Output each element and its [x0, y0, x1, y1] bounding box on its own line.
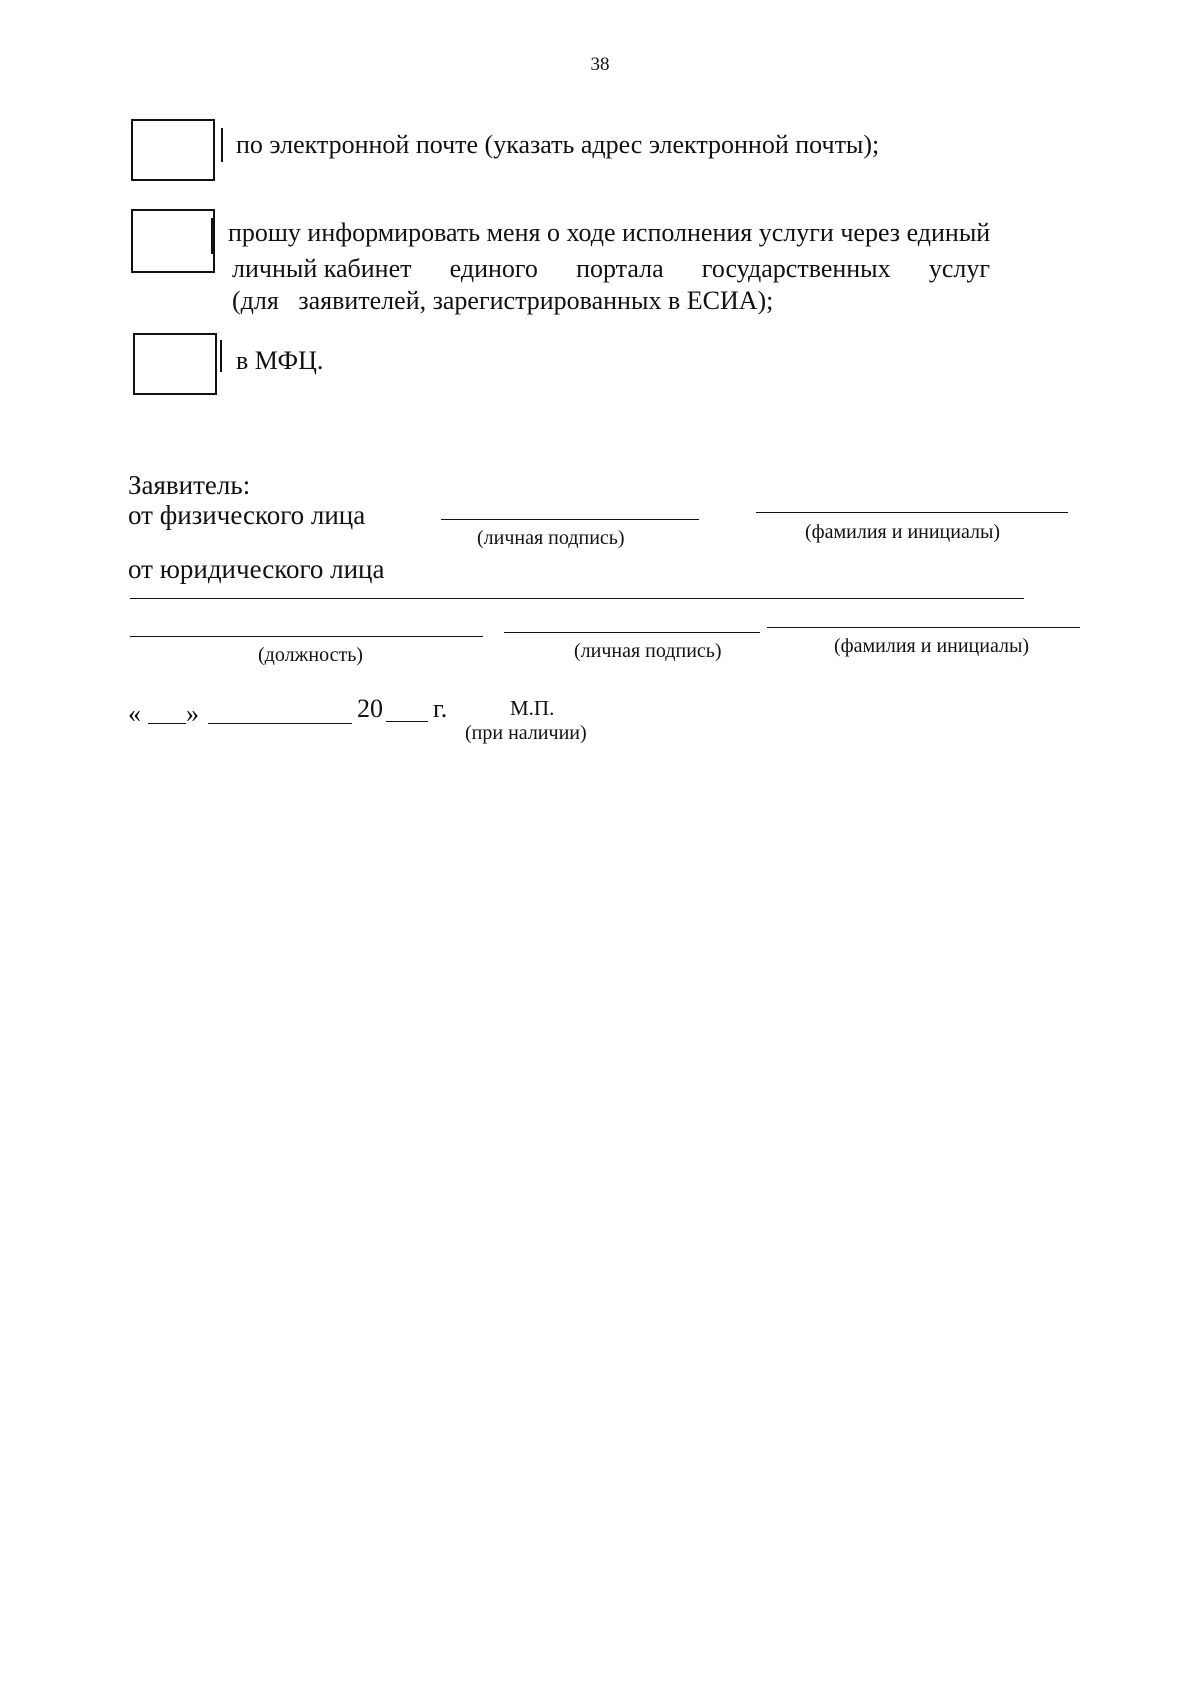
email-option-label: по электронной почте (указать адрес электронной почты);	[236, 130, 880, 159]
date-month-line[interactable]	[208, 723, 352, 724]
email-checkbox[interactable]	[131, 119, 215, 181]
date-open-quote: «	[128, 699, 141, 728]
portal-option-line-1: прошу информировать меня о ходе исполнения услуги через единый	[228, 218, 991, 247]
position-hint: (должность)	[258, 644, 363, 666]
email-checkbox-mark	[221, 128, 223, 162]
portal-word-4: государственных	[701, 254, 891, 283]
legal-name-hint: (фамилия и инициалы)	[834, 635, 1030, 657]
portal-checkbox[interactable]	[131, 209, 215, 273]
legal-entity-label: от юридического лица	[128, 554, 385, 584]
legal-name-line[interactable]	[767, 627, 1080, 628]
date-day-line[interactable]	[148, 723, 186, 724]
portal-word-2: единого	[449, 254, 538, 283]
stamp-label: М.П.	[510, 696, 555, 720]
portal-option-line-3: (для заявителей, зарегистрированных в ЕСИА);	[232, 286, 774, 315]
position-line[interactable]	[130, 636, 483, 637]
individual-label: от физического лица	[128, 500, 366, 530]
date-year-suffix: г.	[433, 694, 448, 723]
portal-word-3: портала	[576, 254, 664, 283]
individual-signature-line[interactable]	[441, 519, 699, 520]
portal-word-1: личный кабинет	[232, 254, 412, 283]
page-number: 38	[590, 54, 610, 75]
legal-signature-hint: (личная подпись)	[574, 640, 722, 662]
individual-signature-hint: (личная подпись)	[477, 527, 625, 549]
date-year-prefix: 20	[357, 694, 383, 723]
mfc-checkbox[interactable]	[133, 333, 217, 395]
portal-word-5: услуг	[928, 254, 990, 283]
date-year-line[interactable]	[386, 721, 428, 722]
legal-entity-name-line[interactable]	[130, 598, 1024, 599]
mfc-checkbox-mark	[220, 340, 222, 372]
individual-name-line[interactable]	[756, 512, 1068, 513]
individual-name-hint: (фамилия и инициалы)	[805, 521, 1001, 543]
date-close-quote: »	[186, 699, 199, 728]
portal-checkbox-mark	[211, 218, 213, 254]
legal-signature-line[interactable]	[504, 632, 760, 633]
stamp-note: (при наличии)	[465, 722, 587, 744]
mfc-option-label: в МФЦ.	[236, 346, 324, 375]
portal-option-line-2	[232, 254, 990, 284]
applicant-title: Заявитель:	[128, 470, 251, 500]
